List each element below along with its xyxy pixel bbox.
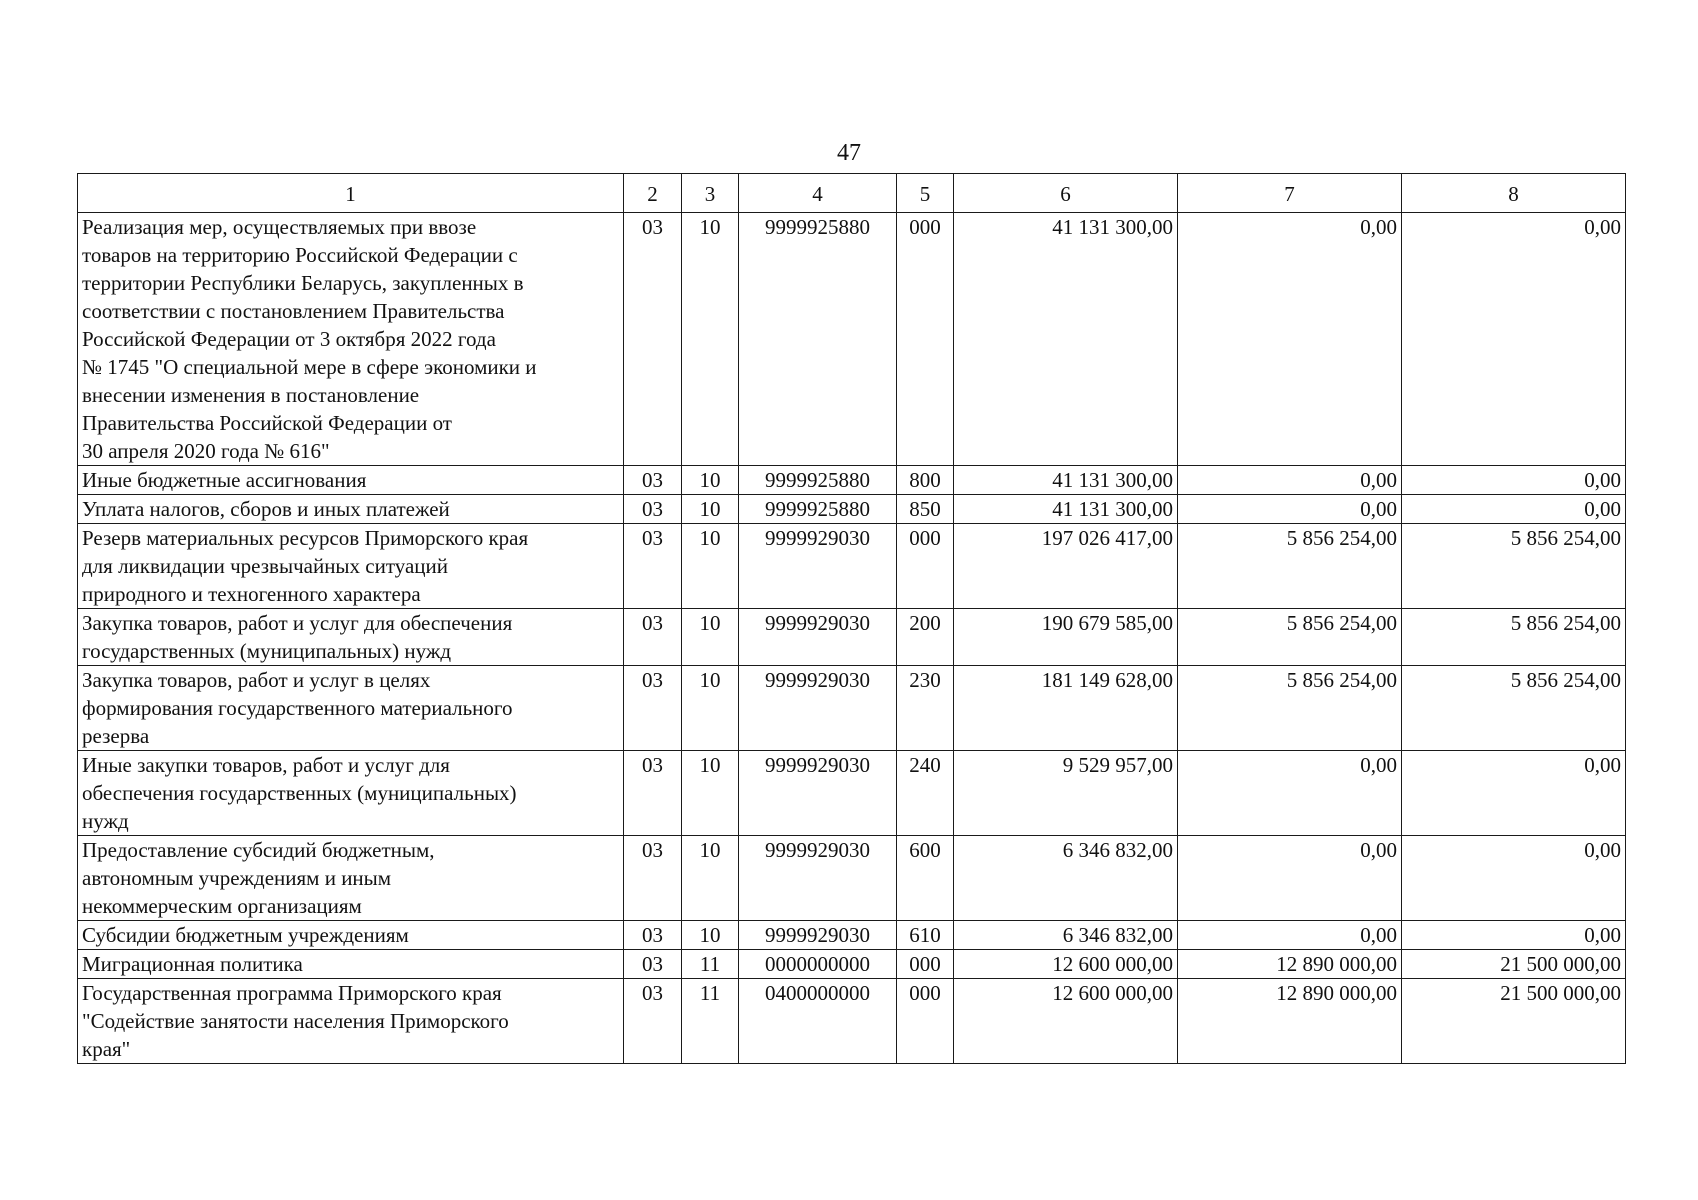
header-cell: 2 — [624, 174, 682, 213]
row-name-line: Закупка товаров, работ и услуг в целях — [82, 668, 431, 692]
amount-col7-cell: 5 856 254,00 — [1178, 666, 1402, 751]
header-cell: 3 — [682, 174, 739, 213]
amount-col8-cell: 5 856 254,00 — [1402, 609, 1626, 666]
expense-type-cell: 850 — [897, 495, 954, 524]
row-name-line: формирования государственного материального — [82, 696, 513, 720]
section-code-cell: 03 — [624, 836, 682, 921]
amount-col7-cell: 0,00 — [1178, 751, 1402, 836]
row-name-line: природного и техногенного характера — [82, 582, 421, 606]
subsection-code-cell: 10 — [682, 666, 739, 751]
row-name-line: резерва — [82, 724, 150, 748]
subsection-code-cell: 10 — [682, 609, 739, 666]
row-name-line: обеспечения государственных (муниципальных) — [82, 781, 517, 805]
header-cell: 5 — [897, 174, 954, 213]
row-name-line: Резерв материальных ресурсов Приморского края — [82, 526, 529, 550]
row-name-cell — [78, 836, 624, 921]
amount-col8-cell: 5 856 254,00 — [1402, 666, 1626, 751]
target-article-cell: 9999925880 — [739, 495, 897, 524]
target-article-cell: 9999929030 — [739, 751, 897, 836]
section-code-cell: 03 — [624, 979, 682, 1064]
expense-type-cell: 230 — [897, 666, 954, 751]
amount-col6-cell: 190 679 585,00 — [954, 609, 1178, 666]
section-code-cell: 03 — [624, 213, 682, 466]
row-name-line: Закупка товаров, работ и услуг для обеспечения — [82, 611, 513, 635]
section-code-cell: 03 — [624, 466, 682, 495]
table-row — [78, 950, 1626, 979]
amount-col7-cell: 0,00 — [1178, 466, 1402, 495]
amount-col6-cell: 12 600 000,00 — [954, 979, 1178, 1064]
expense-type-cell: 610 — [897, 921, 954, 950]
row-name-line: Предоставление субсидий бюджетным, — [82, 838, 435, 862]
expense-type-cell: 000 — [897, 524, 954, 609]
amount-col8-cell: 0,00 — [1402, 495, 1626, 524]
amount-col6-cell: 197 026 417,00 — [954, 524, 1178, 609]
target-article-cell: 9999925880 — [739, 213, 897, 466]
target-article-cell: 9999929030 — [739, 921, 897, 950]
subsection-code-cell: 10 — [682, 495, 739, 524]
table-row — [78, 609, 1626, 666]
row-name-cell — [78, 609, 624, 666]
expense-type-cell: 200 — [897, 609, 954, 666]
amount-col7-cell: 5 856 254,00 — [1178, 609, 1402, 666]
section-code-cell: 03 — [624, 950, 682, 979]
header-cell: 6 — [954, 174, 1178, 213]
target-article-cell: 0000000000 — [739, 950, 897, 979]
subsection-code-cell: 11 — [682, 950, 739, 979]
amount-col8-cell: 0,00 — [1402, 921, 1626, 950]
amount-col7-cell: 12 890 000,00 — [1178, 950, 1402, 979]
row-name-line: территории Республики Беларусь, закупленных в — [82, 271, 524, 295]
row-name-line: Миграционная политика — [82, 952, 303, 976]
table-row — [78, 495, 1626, 524]
table-row — [78, 751, 1626, 836]
table-row — [78, 979, 1626, 1064]
amount-col8-cell: 0,00 — [1402, 213, 1626, 466]
amount-col6-cell: 41 131 300,00 — [954, 495, 1178, 524]
page-number: 47 — [837, 140, 861, 166]
header-cell: 4 — [739, 174, 897, 213]
subsection-code-cell: 10 — [682, 836, 739, 921]
table-row — [78, 666, 1626, 751]
section-code-cell: 03 — [624, 524, 682, 609]
header-cell: 7 — [1178, 174, 1402, 213]
row-name-line: Субсидии бюджетным учреждениям — [82, 923, 409, 947]
amount-col6-cell: 41 131 300,00 — [954, 213, 1178, 466]
target-article-cell: 9999929030 — [739, 609, 897, 666]
section-code-cell: 03 — [624, 921, 682, 950]
row-name-line: края" — [82, 1037, 131, 1061]
amount-col8-cell: 0,00 — [1402, 836, 1626, 921]
row-name-line: внесении изменения в постановление — [82, 383, 420, 407]
target-article-cell: 0400000000 — [739, 979, 897, 1064]
section-code-cell: 03 — [624, 751, 682, 836]
amount-col8-cell: 21 500 000,00 — [1402, 950, 1626, 979]
row-name-line: товаров на территорию Российской Федерации с — [82, 243, 518, 267]
row-name-line: для ликвидации чрезвычайных ситуаций — [82, 554, 449, 578]
row-name-line: соответствии с постановлением Правительства — [82, 299, 505, 323]
amount-col7-cell: 0,00 — [1178, 213, 1402, 466]
subsection-code-cell: 11 — [682, 979, 739, 1064]
row-name-line: № 1745 "О специальной мере в сфере экономики и — [82, 355, 537, 379]
expense-type-cell: 600 — [897, 836, 954, 921]
amount-col7-cell: 0,00 — [1178, 836, 1402, 921]
subsection-code-cell: 10 — [682, 524, 739, 609]
amount-col8-cell: 0,00 — [1402, 751, 1626, 836]
target-article-cell: 9999929030 — [739, 836, 897, 921]
row-name-line: некоммерческим организациям — [82, 894, 362, 918]
amount-col8-cell: 21 500 000,00 — [1402, 979, 1626, 1064]
row-name-line: Иные закупки товаров, работ и услуг для — [82, 753, 450, 777]
amount-col6-cell: 41 131 300,00 — [954, 466, 1178, 495]
row-name-line: нужд — [82, 809, 129, 833]
amount-col6-cell: 12 600 000,00 — [954, 950, 1178, 979]
expense-type-cell: 800 — [897, 466, 954, 495]
target-article-cell: 9999925880 — [739, 466, 897, 495]
subsection-code-cell: 10 — [682, 466, 739, 495]
row-name-cell — [78, 213, 624, 466]
subsection-code-cell: 10 — [682, 213, 739, 466]
section-code-cell: 03 — [624, 609, 682, 666]
row-name-cell — [78, 666, 624, 751]
expense-type-cell: 000 — [897, 979, 954, 1064]
amount-col7-cell: 0,00 — [1178, 921, 1402, 950]
amount-col7-cell: 0,00 — [1178, 495, 1402, 524]
amount-col6-cell: 6 346 832,00 — [954, 921, 1178, 950]
table-row — [78, 921, 1626, 950]
target-article-cell: 9999929030 — [739, 666, 897, 751]
section-code-cell: 03 — [624, 666, 682, 751]
amount-col7-cell: 5 856 254,00 — [1178, 524, 1402, 609]
row-name-cell — [78, 524, 624, 609]
table-row — [78, 524, 1626, 609]
expense-type-cell: 000 — [897, 950, 954, 979]
budget-table — [77, 173, 1626, 1064]
amount-col6-cell: 9 529 957,00 — [954, 751, 1178, 836]
subsection-code-cell: 10 — [682, 751, 739, 836]
section-code-cell: 03 — [624, 495, 682, 524]
table-row — [78, 213, 1626, 466]
row-name-cell — [78, 979, 624, 1064]
amount-col6-cell: 6 346 832,00 — [954, 836, 1178, 921]
row-name-line: Уплата налогов, сборов и иных платежей — [82, 497, 450, 521]
row-name-cell — [78, 495, 624, 524]
subsection-code-cell: 10 — [682, 921, 739, 950]
row-name-cell — [78, 466, 624, 495]
header-cell: 1 — [78, 174, 624, 213]
row-name-cell — [78, 751, 624, 836]
table-body — [78, 213, 1626, 1064]
row-name-line: Реализация мер, осуществляемых при ввозе — [82, 215, 477, 239]
row-name-cell — [78, 950, 624, 979]
table-row — [78, 836, 1626, 921]
amount-col8-cell: 0,00 — [1402, 466, 1626, 495]
expense-type-cell: 240 — [897, 751, 954, 836]
header-row — [78, 174, 1626, 213]
row-name-line: автономным учреждениям и иным — [82, 866, 392, 890]
amount-col8-cell: 5 856 254,00 — [1402, 524, 1626, 609]
row-name-line: Государственная программа Приморского края — [82, 981, 502, 1005]
amount-col7-cell: 12 890 000,00 — [1178, 979, 1402, 1064]
row-name-line: 30 апреля 2020 года № 616" — [82, 439, 330, 463]
amount-col6-cell: 181 149 628,00 — [954, 666, 1178, 751]
row-name-line: Правительства Российской Федерации от — [82, 411, 452, 435]
row-name-line: Российской Федерации от 3 октября 2022 года — [82, 327, 496, 351]
row-name-line: "Содействие занятости населения Приморского — [82, 1009, 509, 1033]
header-cell: 8 — [1402, 174, 1626, 213]
expense-type-cell: 000 — [897, 213, 954, 466]
row-name-line: государственных (муниципальных) нужд — [82, 639, 452, 663]
row-name-cell — [78, 921, 624, 950]
table-row — [78, 466, 1626, 495]
row-name-line: Иные бюджетные ассигнования — [82, 468, 367, 492]
target-article-cell: 9999929030 — [739, 524, 897, 609]
